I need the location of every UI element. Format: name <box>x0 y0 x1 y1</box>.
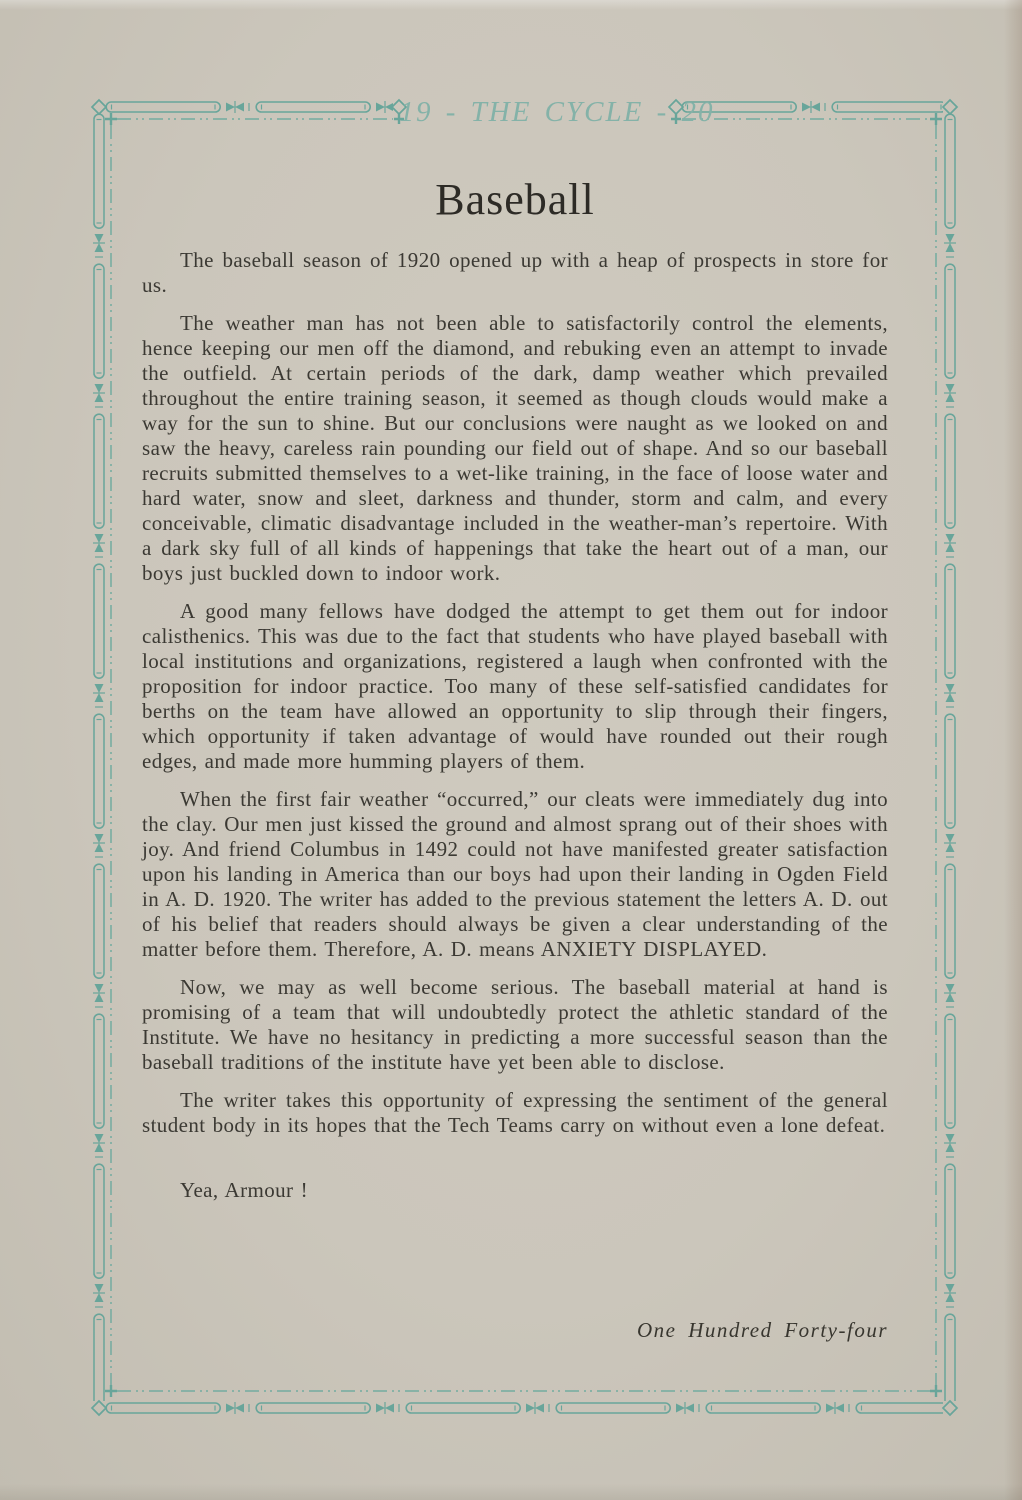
paragraph: A good many fellows have dodged the attempt to get them out for indoor calisthenics. This was due to the fact that students who have played baseball with local institutions and organizations, registered a laugh when confronted with the proposition for indoor practice. Too many of these self-satisfied candidates for berths on the team have allowed an opportunity to slip through their fingers, which opportunity if taken advantage of would have rounded out their rough edges, and made more humming players of them. <box>142 599 888 773</box>
page-number: One Hundred Forty-four <box>636 1318 888 1342</box>
paragraph: Now, we may as well become serious. The baseball material at hand is promising of a team that will undoubtedly protect the athletic standard of the Institute. We have no hesitancy in predicting a more successful season than the baseball traditions of the institute have yet been able to disclose. <box>142 975 888 1074</box>
right-border-chain <box>943 113 957 1401</box>
bottom-border-chain <box>105 1401 943 1415</box>
article <box>142 176 888 1216</box>
page-header: 19 - THE CYCLE - 20 <box>399 96 715 128</box>
paragraph: The baseball season of 1920 opened up with a heap of prospects in store for us. <box>142 248 888 297</box>
paragraph: The writer takes this opportunity of expressing the sentiment of the general student body in its hopes that the Tech Teams carry on without even a lone defeat. <box>142 1088 888 1137</box>
cheer-text: Yea, Armour ! <box>180 1178 308 1202</box>
page-title: Baseball <box>435 175 595 224</box>
paragraph: When the first fair weather “occurred,” our cleats were immediately dug into the clay. Our men just kissed the ground and almost sprang out of their shoes with joy. And friend Columbus in 1492 could not have manifested greater satisfaction upon his landing in America than our boys had upon their landing in Ogden Field in A. D. 1920. The writer has added to the previous statement the letters A. D. out of his belief that readers should always be given a clear understanding of the matter before them. Therefore, A. D. means ANXIETY DISPLAYED. <box>142 787 888 961</box>
paragraph: The weather man has not been able to satisfactorily control the elements, hence keeping our men off the diamond, and rebuking even an attempt to invade the outfield. At certain periods of the dark, damp weather which prevailed throughout the entire training season, it seemed as though clouds would make a way for the sun to shine. But our conclusions were naught as we looked on and saw the heavy, careless rain pounding our field out of shape. And so our baseball recruits submitted themselves to a wet-like training, in the face of loose water and hard water, snow and sleet, darkness and thunder, storm and calm, and every conceivable, climatic disadvantage included in the weather-man’s repertoire. With a dark sky full of all kinds of happenings that take the heart out of a man, our boys just buckled down to indoor work. <box>142 311 888 585</box>
left-border-chain <box>92 113 106 1401</box>
